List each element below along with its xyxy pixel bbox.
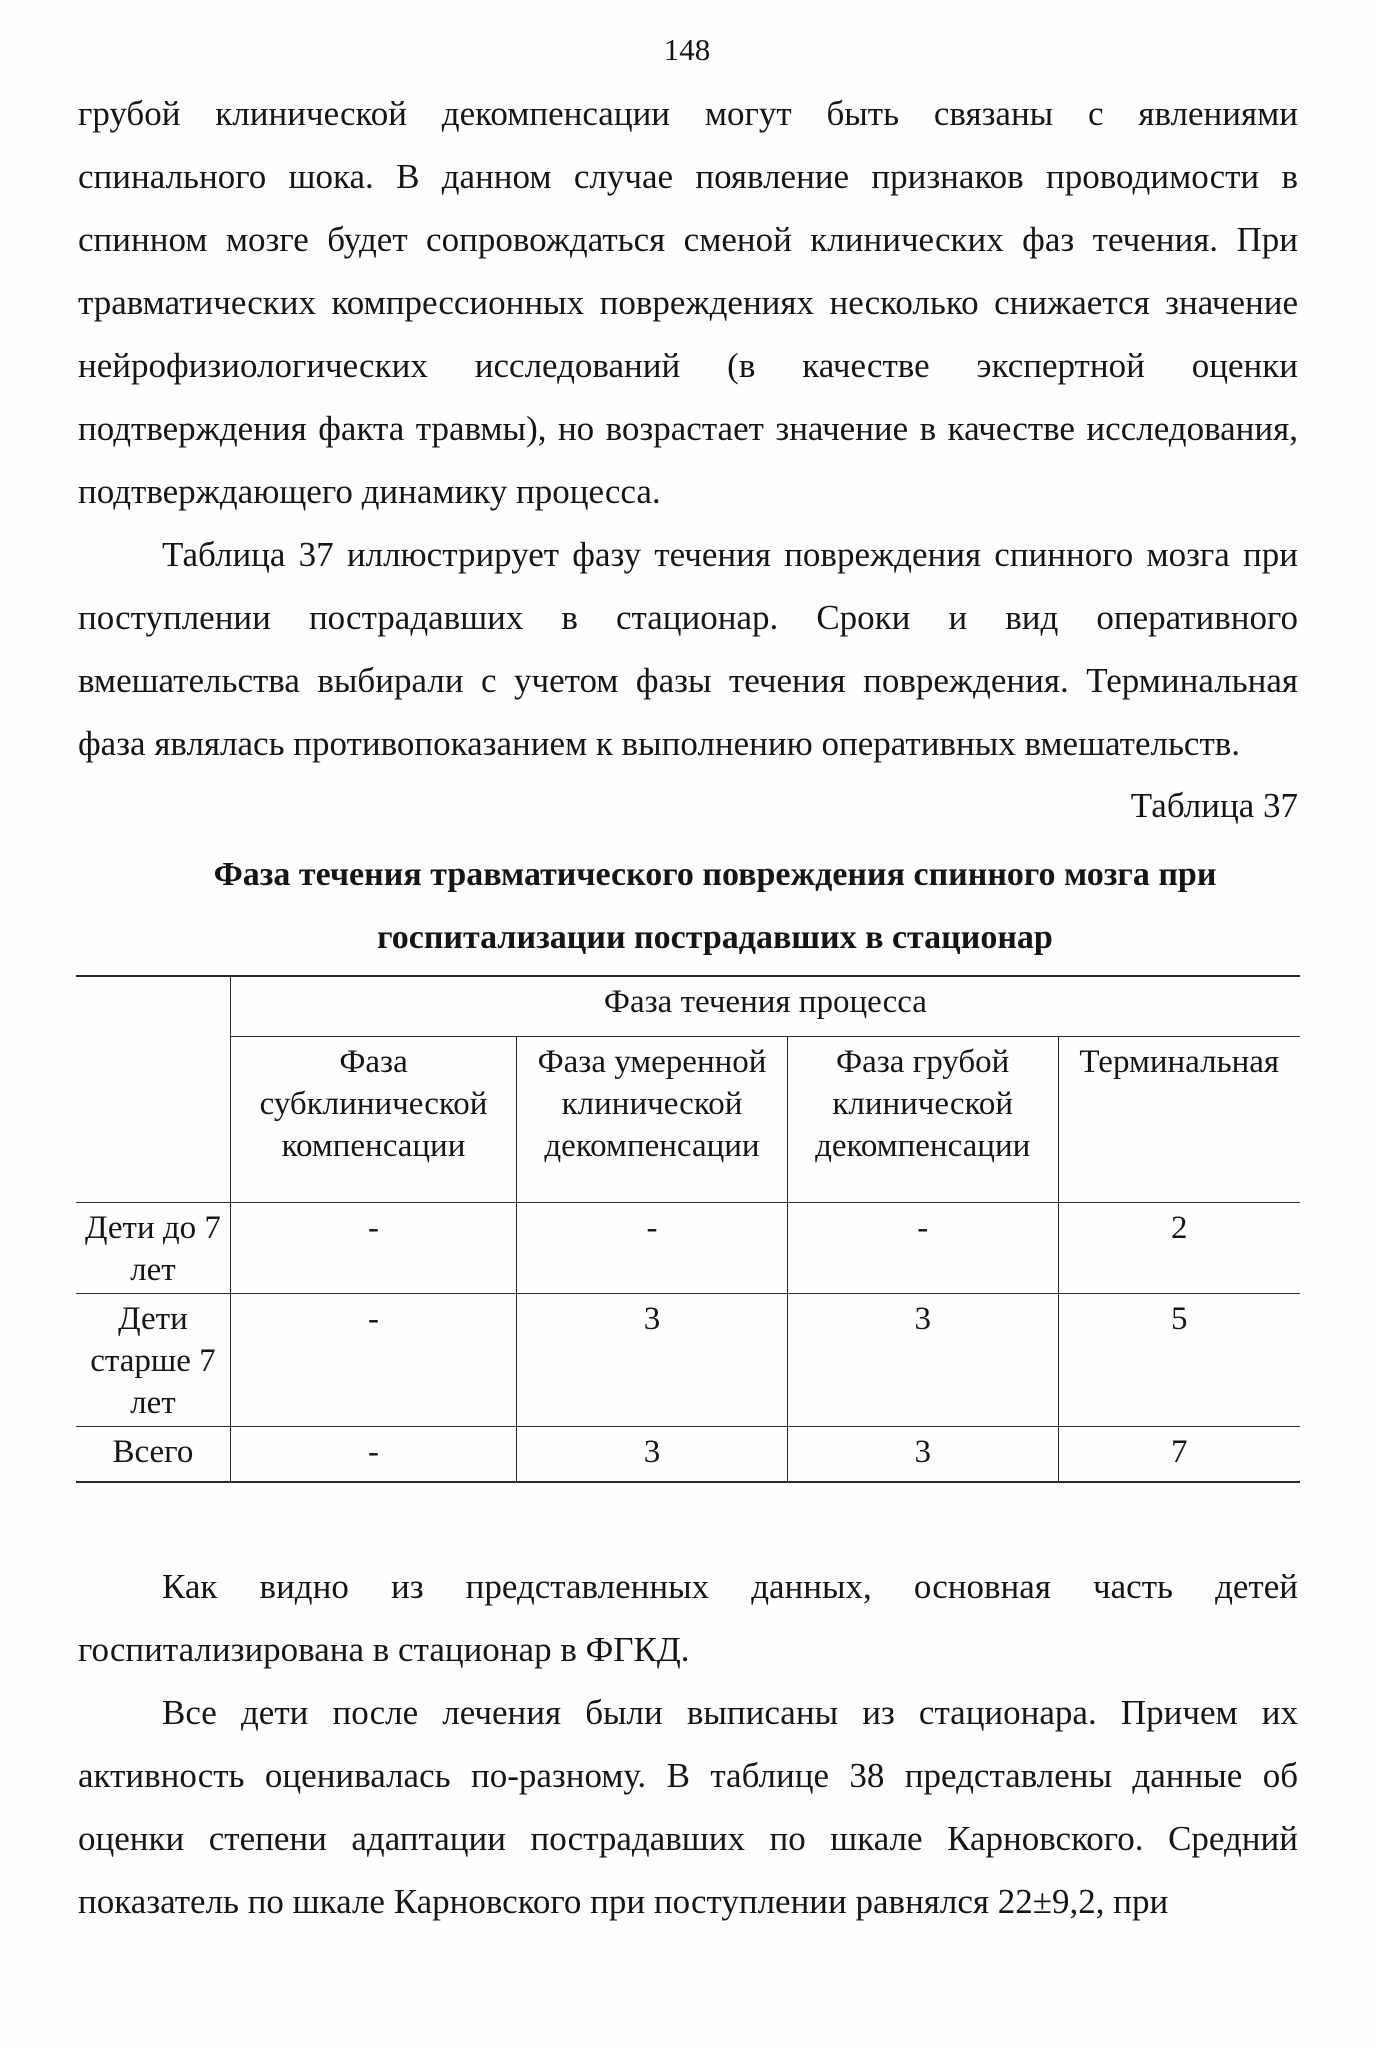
- column-header: Фаза грубой клинической декомпенсации: [787, 1036, 1058, 1202]
- table-cell: 3: [787, 1293, 1058, 1426]
- table-caption: Таблица 37: [1130, 786, 1298, 825]
- table-cell: -: [787, 1202, 1058, 1293]
- column-header: Терминальная: [1058, 1036, 1300, 1202]
- table-row: [76, 1202, 1300, 1293]
- paragraph: Таблица 37 иллюстрирует фазу течения повреждения спинного мозга при поступлении пострадавших в стационар. Сроки и вид оперативного вмешательства выбирали с учетом фазы течения повреждения. Терминальная фаза являлась противопоказанием к выполнению оперативных вмешательств.: [78, 535, 1298, 763]
- table-cell: 3: [787, 1426, 1058, 1482]
- table-cell: -: [230, 1426, 516, 1482]
- body-text-top: [78, 82, 1298, 775]
- table-cell: 5: [1058, 1293, 1300, 1426]
- table-subheader-row: [76, 1036, 1300, 1202]
- table-cell: 3: [517, 1426, 788, 1482]
- table-cell: 2: [1058, 1202, 1300, 1293]
- table-cell: 3: [517, 1293, 788, 1426]
- page-number: 148: [663, 32, 711, 67]
- table-header-row: [76, 976, 1300, 1036]
- table-cell: 7: [1058, 1426, 1300, 1482]
- table-cell: -: [230, 1202, 516, 1293]
- data-table: [76, 975, 1300, 1483]
- column-header: Фаза субклинической компенсации: [230, 1036, 516, 1202]
- group-header-cell: Фаза течения процесса: [230, 976, 1300, 1036]
- column-header: Фаза умеренной клинической декомпенсации: [517, 1036, 788, 1202]
- table-row: [76, 1293, 1300, 1426]
- paragraph: грубой клинической декомпенсации могут быть связаны с явлениями спинального шока. В данном случае появление признаков проводимости в спинном мозге будет сопровождаться сменой клинических фаз течения. При травматических компрессионных повреждениях несколько снижается значение нейрофизиологических исследований (в качестве экспертной оценки подтверждения факта травмы), но возрастает значение в качестве исследования, подтверждающего динамику процесса.: [78, 94, 1298, 511]
- row-label: Всего: [76, 1426, 230, 1482]
- table-title: Фаза течения травматического повреждения спинного мозга при госпитализации пострадавших в стационар: [213, 856, 1217, 956]
- corner-cell: [76, 976, 230, 1202]
- row-label: Дети до 7 лет: [76, 1202, 230, 1293]
- table-row: [76, 1426, 1300, 1482]
- body-text-bottom: [78, 1555, 1298, 1933]
- paragraph: Все дети после лечения были выписаны из стационара. Причем их активность оценивалась по-разному. В таблице 38 представлены данные об оценки степени адаптации пострадавших по шкале Карновского. Средний показатель по шкале Карновского при поступлении равнялся 22±9,2, при: [78, 1693, 1298, 1921]
- row-label: Дети старше 7 лет: [76, 1293, 230, 1426]
- paragraph: Как видно из представленных данных, основная часть детей госпитализирована в стационар в ФГКД.: [78, 1567, 1298, 1669]
- table-cell: -: [230, 1293, 516, 1426]
- table-cell: -: [517, 1202, 788, 1293]
